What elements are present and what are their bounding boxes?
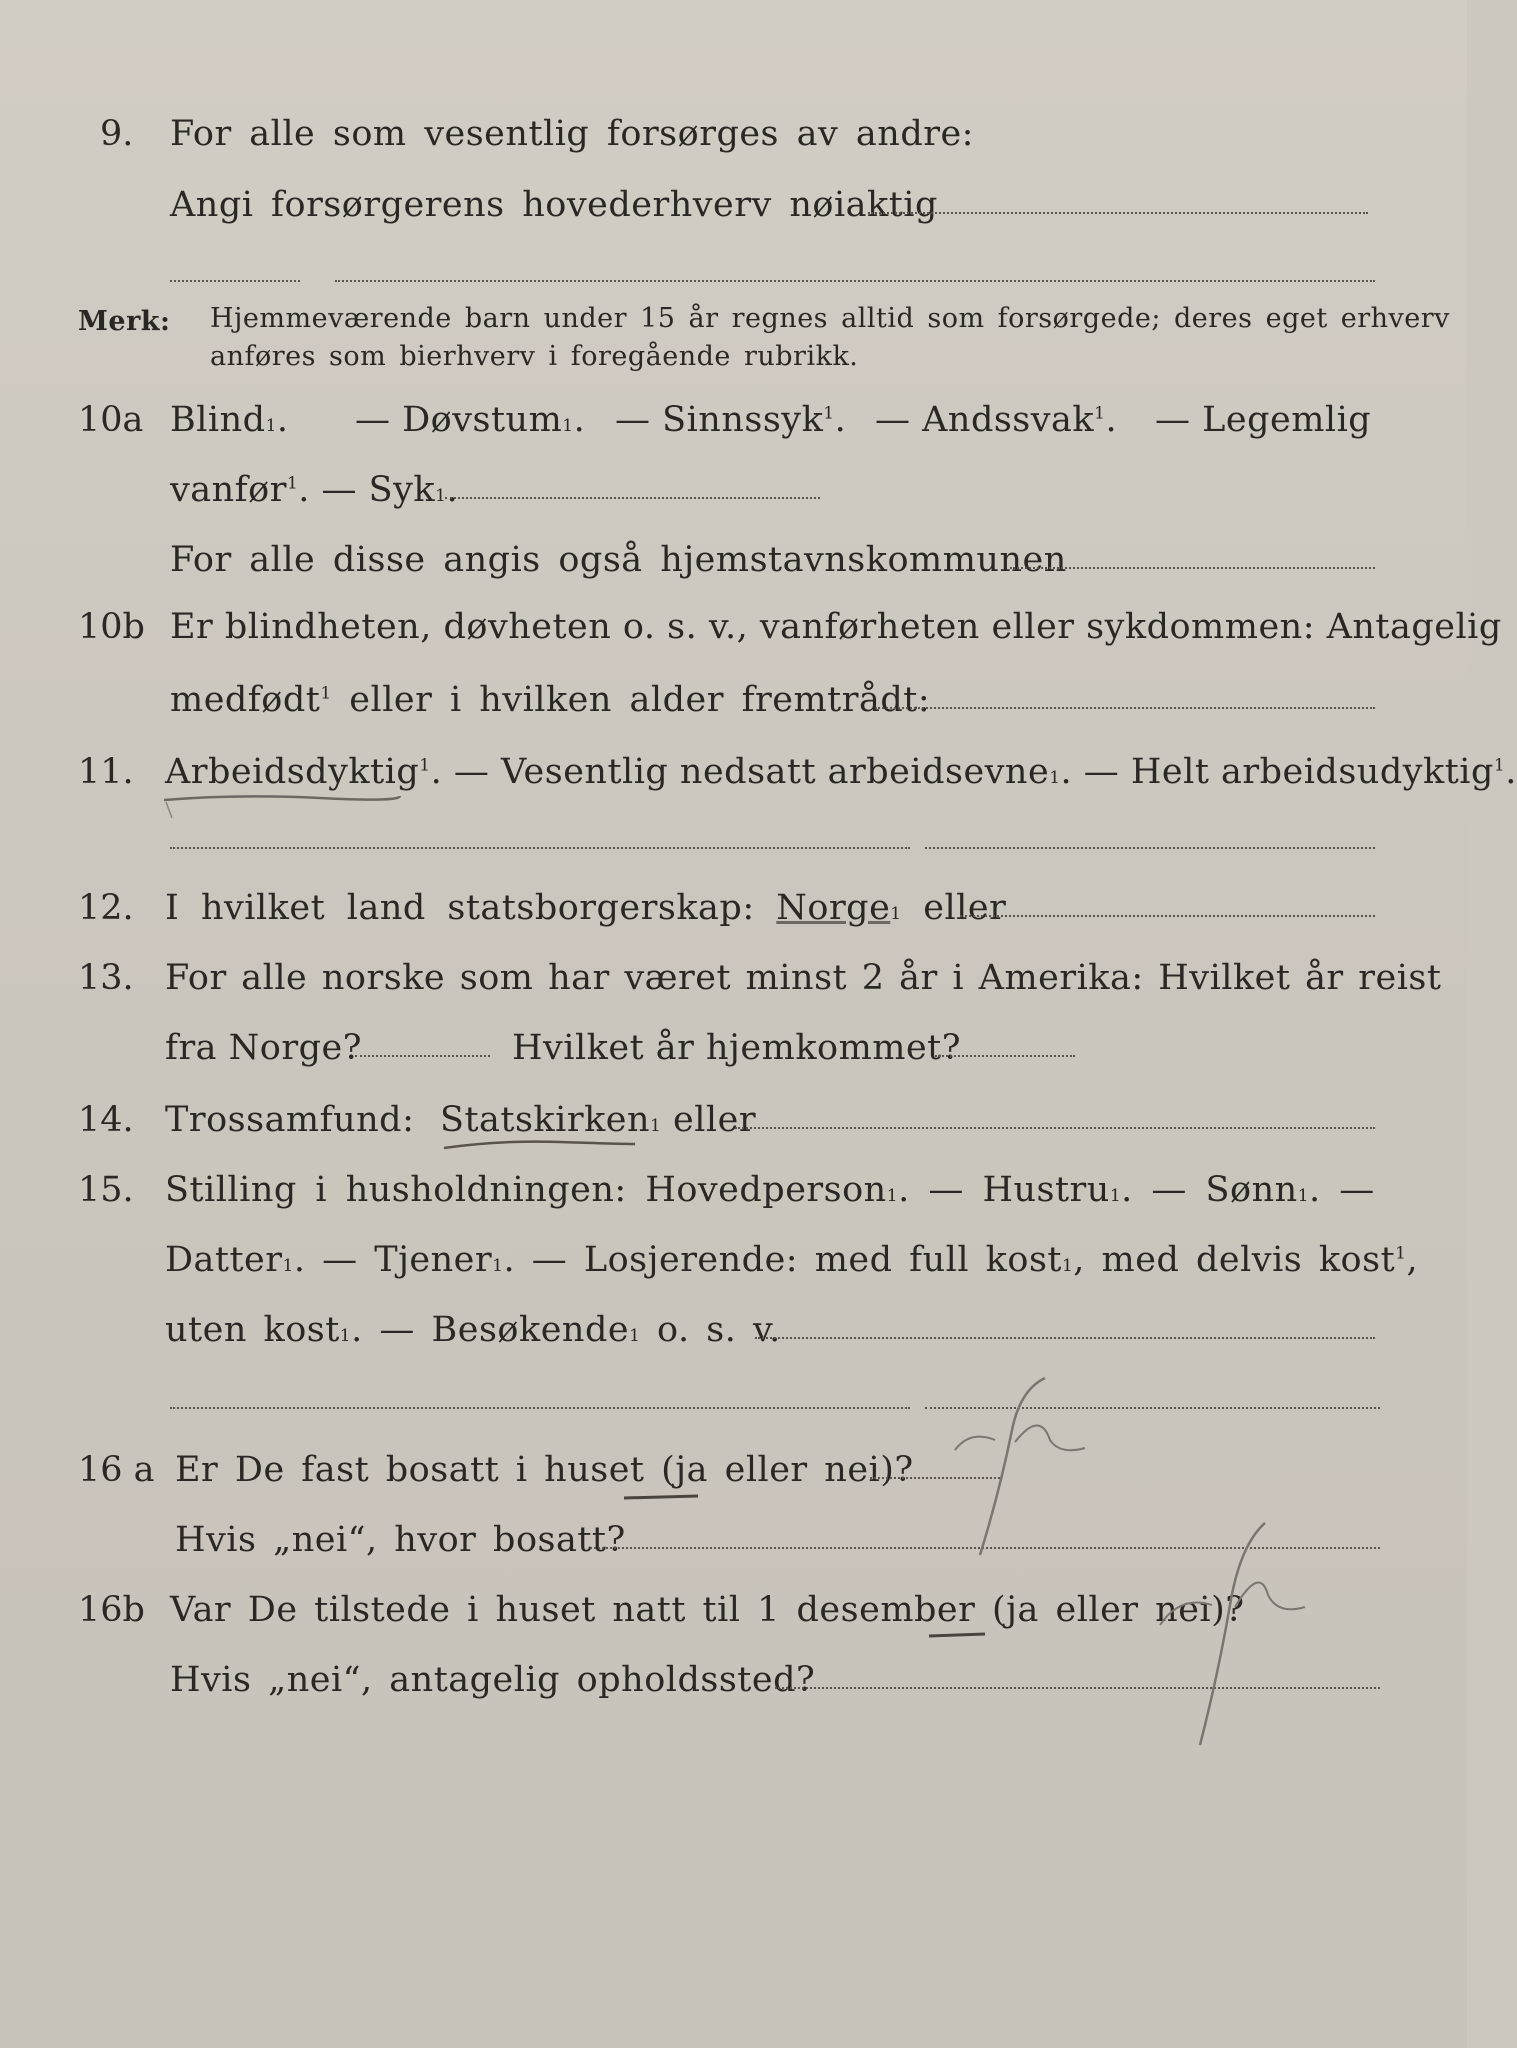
q16b-line1: Var De tilstede i huset natt til 1 desember (ja eller nei)? (170, 1590, 1245, 1630)
q10b-line2 (170, 680, 930, 720)
q14-label: Trossamfund: (165, 1100, 415, 1140)
andssvak-label: — Andssvak (875, 400, 1095, 440)
footnote-mark: 1 (1297, 1186, 1310, 1206)
statskirken-option: Statskirken (440, 1100, 651, 1140)
q11-line: Arbeidsdyktig$^1$. — Vesentlig nedsatt arbeidsevne1. — Helt arbeidsudyktig$^1$. (165, 752, 1517, 792)
footnote-mark: 1 (1493, 755, 1506, 776)
q10b-number: 10b (78, 607, 145, 647)
q11-number: 11. (78, 752, 134, 792)
q16a-line1: Er De fast bosatt i huset (ja eller nei)? (175, 1450, 914, 1490)
q12-line (165, 888, 1006, 928)
q16a-answer-text (1010, 1452, 1051, 1492)
q15-line1: Stilling i husholdningen: Hovedperson1. — Hustru1. — Sønn1. — (165, 1170, 1375, 1210)
footnote-mark: 1 (282, 1256, 294, 1276)
vanfor-label: vanfør (170, 470, 287, 510)
q13-hjem: Hvilket år hjemkommet? (512, 1028, 962, 1068)
q15-number: 15. (78, 1170, 134, 1210)
q10a-hjemstavn-answer-line[interactable] (1010, 567, 1375, 569)
footnote-mark: 1 (265, 416, 277, 436)
footnote-mark: 1 (886, 1186, 899, 1206)
footnote-mark: 1 (435, 486, 447, 506)
q9-line2: Angi forsørgerens hovederhverv nøiaktig (170, 185, 938, 225)
blind-label: Blind (170, 400, 266, 440)
q16b-number: 16b (78, 1590, 145, 1630)
datter-label: Datter (165, 1240, 283, 1280)
footnote-mark: 1 (492, 1256, 504, 1276)
udyktig-label: — Helt arbeidsudyktig (1083, 752, 1494, 792)
merk-line1: Hjemmeværende barn under 15 år regnes alltid som forsørgede; deres eget erhverv (210, 303, 1450, 334)
q16b-handwritten-answer (1100, 1515, 1320, 1755)
q9-answer-line-2a[interactable] (170, 280, 300, 282)
footnote-mark: 1 (1061, 1256, 1074, 1276)
footnote-mark: 1 (320, 683, 332, 704)
footnote-mark: 1 (823, 403, 835, 424)
q13-hjemkommet-answer-line[interactable] (935, 1055, 1075, 1057)
delvis-kost-label: , med delvis kost (1073, 1240, 1396, 1280)
q10a-line3: For alle disse angis også hjemstavnskommunen (170, 540, 1067, 580)
q16b-underline-mark (925, 1628, 1005, 1644)
q15-answer-line[interactable] (755, 1337, 1375, 1339)
dash-label: — (1339, 1170, 1375, 1210)
q11-answer-line-a[interactable] (170, 847, 910, 849)
q14-statskirken (440, 1100, 756, 1140)
q10a-sinnssyk: — Sinnssyk$^1$. (615, 400, 847, 440)
q16b-answer-text (1160, 1580, 1201, 1620)
q14-answer-line[interactable] (735, 1127, 1375, 1129)
q13-fra: fra Norge? (165, 1028, 362, 1068)
q13-line1: For alle norske som har været minst 2 år i Amerika: Hvilket år reist (165, 958, 1442, 998)
q16a-line2: Hvis „nei“, hvor bosatt? (175, 1520, 626, 1560)
norge-option: Norge (776, 888, 891, 928)
q10a-blind: Blind1. (170, 400, 289, 440)
q15-line2: Datter1. — Tjener1. — Losjerende: med full kost1, med delvis kost$^1$, (165, 1240, 1419, 1280)
footnote-mark: 1 (419, 755, 431, 776)
hustru-label: — Hustru (928, 1170, 1110, 1210)
footnote-mark: 1 (286, 473, 299, 494)
dovstum-label: — Døvstum (355, 400, 563, 440)
nedsatt-label: — Vesentlig nedsatt arbeidsevne (453, 752, 1050, 792)
q14-underline-mark (440, 1136, 640, 1156)
syk-label: — Syk (321, 470, 436, 510)
uten-kost-label: uten kost (165, 1310, 340, 1350)
q10b-line1: Er blindheten, døvheten o. s. v., vanførheten eller sykdommen: Antagelig (170, 607, 1502, 647)
q10a-dovstum: — Døvstum1. (355, 400, 586, 440)
medfodt-label: medfødt (170, 680, 321, 720)
q12-number: 12. (78, 888, 134, 928)
footnote-mark: 1 (1049, 768, 1061, 788)
arbeidsdyktig-label: Arbeidsdyktig (165, 752, 420, 792)
q15-line3: uten kost1. — Besøkende1 o. s. v. (165, 1310, 781, 1350)
eller-label: eller (673, 1100, 757, 1140)
q10a-andssvak: — Andssvak$^1$. (875, 400, 1118, 440)
q16a-underline-mark (620, 1490, 720, 1506)
q11-answer-line-b[interactable] (925, 847, 1375, 849)
besokende-label: — Besøkende (379, 1310, 630, 1350)
osv-label: o. s. v. (657, 1310, 781, 1350)
q10a-legemlig: — Legemlig (1155, 400, 1372, 440)
full-kost-label: — Losjerende: med full kost (531, 1240, 1062, 1280)
q15-answer-line-2a[interactable] (170, 1407, 910, 1409)
q10a-vanfor: vanfør$^1$. — Syk1. (170, 470, 459, 510)
q9-answer-line-2b[interactable] (335, 280, 1375, 282)
q12-answer-line[interactable] (960, 915, 1375, 917)
q9-line1: For alle som vesentlig forsørges av andre: (170, 114, 974, 154)
q13-reist-answer-line[interactable] (355, 1055, 490, 1057)
q9-answer-line[interactable] (868, 212, 1368, 214)
statsborgerskap-label: I hvilket land statsborgerskap: (165, 888, 755, 928)
q16a-number: 16 a (78, 1450, 155, 1490)
footnote-mark: 1 (1109, 1186, 1122, 1206)
footnote-mark: 1 (1094, 403, 1106, 424)
footnote-mark: 1 (890, 904, 902, 924)
alder-label: eller i hvilken alder fremtrådt: (349, 680, 931, 720)
footnote-mark: 1 (1395, 1243, 1407, 1264)
sonn-label: — Sønn (1151, 1170, 1298, 1210)
merk-label: Merk: (78, 306, 171, 337)
q11-underline-mark (160, 790, 410, 830)
footnote-mark: 1 (650, 1116, 662, 1136)
q14-number: 14. (78, 1100, 134, 1140)
sinnssyk-label: — Sinnssyk (615, 400, 824, 440)
q16b-line2: Hvis „nei“, antagelig opholdssted? (170, 1660, 816, 1700)
merk-line2: anføres som bierhverv i foregående rubrikk. (210, 341, 859, 372)
q10a-number: 10a (78, 400, 144, 440)
hovedperson-label: Stilling i husholdningen: Hovedperson (165, 1170, 887, 1210)
footnote-mark: 1 (339, 1326, 352, 1346)
footnote-mark: 1 (562, 416, 574, 436)
q9-number: 9. (100, 114, 134, 154)
eller-label: eller (923, 888, 1007, 928)
q10b-answer-line[interactable] (875, 707, 1375, 709)
footnote-mark: 1 (629, 1326, 641, 1346)
tjener-label: — Tjener (322, 1240, 493, 1280)
q10a-syk-answer-line[interactable] (445, 497, 820, 499)
q13-number: 13. (78, 958, 134, 998)
